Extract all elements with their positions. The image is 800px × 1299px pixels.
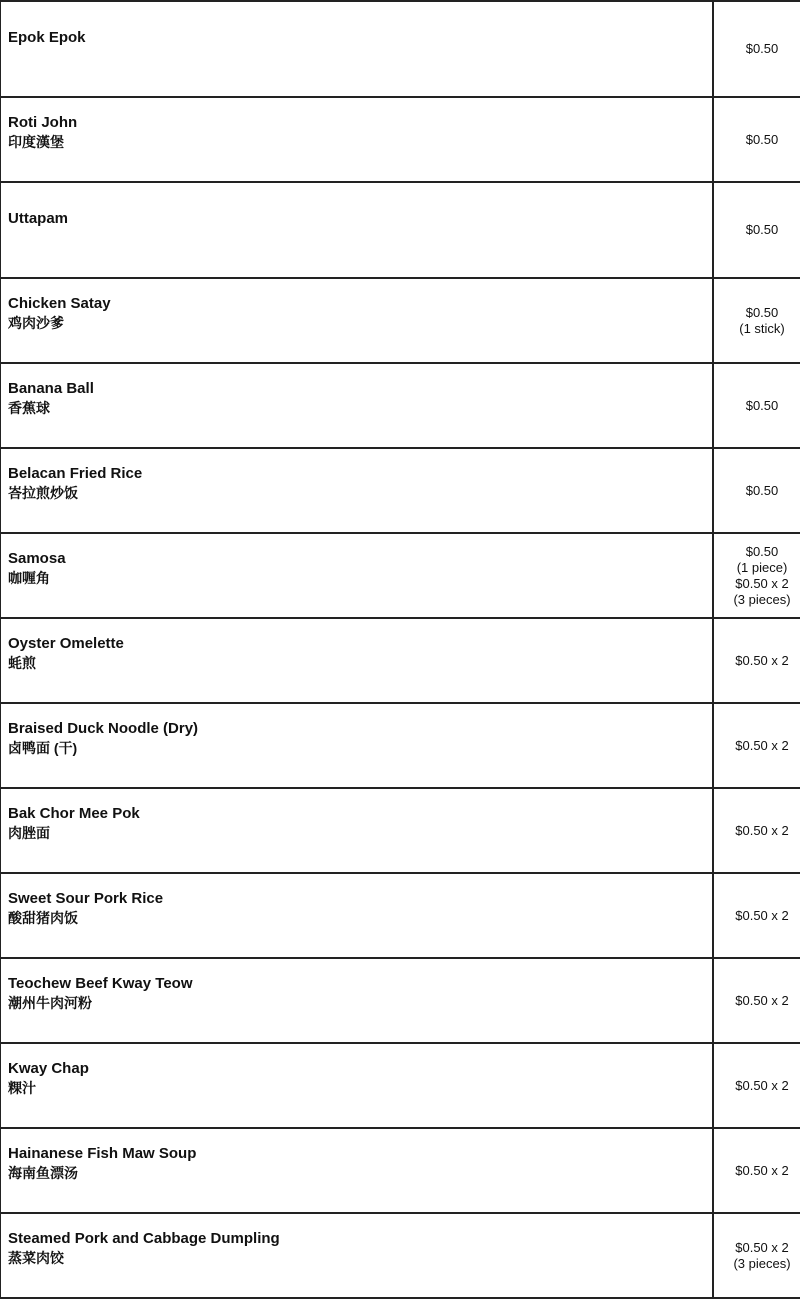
item-chinese-name: 咖喱角 [8,568,704,588]
item-cell [1,788,714,873]
table-row [1,703,800,788]
menu-table-body [1,1,800,1298]
price-text: $0.50 x 2 [714,653,800,669]
price-text: $0.50 [714,132,800,148]
price-text: $0.50 [714,398,800,414]
table-row [1,1213,800,1298]
item-chinese-name: 酸甜猪肉饭 [8,908,704,928]
item-name: Roti John [8,114,704,132]
table-row [1,448,800,533]
price-text: (3 pieces) [714,592,800,608]
price-cell [713,1213,800,1298]
price-text: $0.50 x 2 [714,908,800,924]
price-cell [713,448,800,533]
item-name: Braised Duck Noodle (Dry) [8,720,704,738]
table-row [1,278,800,363]
item-cell [1,873,714,958]
item-chinese-name: 香蕉球 [8,398,704,418]
item-name: Teochew Beef Kway Teow [8,975,704,993]
table-row [1,533,800,618]
price-text: $0.50 [714,41,800,57]
price-cell [713,703,800,788]
item-chinese-name: 印度漢堡 [8,132,704,152]
item-cell [1,1128,714,1213]
price-text: (3 pieces) [714,1256,800,1272]
price-cell [713,1043,800,1128]
item-name: Sweet Sour Pork Rice [8,890,704,908]
price-cell [713,97,800,182]
item-name: Bak Chor Mee Pok [8,805,704,823]
price-text: $0.50 [714,222,800,238]
item-name: Uttapam [8,210,704,228]
item-name: Chicken Satay [8,295,704,313]
table-row [1,618,800,703]
item-chinese-name: 潮州牛肉河粉 [8,993,704,1013]
price-text: (1 stick) [714,321,800,337]
price-cell [713,1,800,97]
item-name: Steamed Pork and Cabbage Dumpling [8,1230,704,1248]
price-text: $0.50 x 2 [714,993,800,1009]
price-text: $0.50 x 2 [714,738,800,754]
item-name: Epok Epok [8,29,704,47]
price-cell [713,788,800,873]
item-cell [1,533,714,618]
price-cell [713,873,800,958]
price-cell [713,363,800,448]
item-cell [1,1043,714,1128]
table-row [1,97,800,182]
table-row [1,363,800,448]
price-cell [713,182,800,278]
price-text: $0.50 [714,544,800,560]
item-chinese-name: 鸡肉沙爹 [8,313,704,333]
table-row [1,1128,800,1213]
item-name: Kway Chap [8,1060,704,1078]
item-cell [1,1,714,97]
price-text: $0.50 x 2 [714,1163,800,1179]
table-row [1,873,800,958]
item-chinese-name: 蒸菜肉饺 [8,1248,704,1268]
price-text: $0.50 x 2 [714,823,800,839]
price-text: $0.50 x 2 [714,576,800,592]
price-cell [713,278,800,363]
item-cell [1,363,714,448]
price-cell [713,618,800,703]
table-row [1,958,800,1043]
item-chinese-name: 肉脞面 [8,823,704,843]
price-text: (1 piece) [714,560,800,576]
item-cell [1,182,714,278]
item-chinese-name: 海南鱼漂汤 [8,1163,704,1183]
item-cell [1,278,714,363]
item-name: Belacan Fried Rice [8,465,704,483]
price-text: $0.50 [714,305,800,321]
price-cell [713,958,800,1043]
item-cell [1,958,714,1043]
item-name: Oyster Omelette [8,635,704,653]
item-chinese-name: 卤鸭面 (干) [8,738,704,758]
item-chinese-name: 粿汁 [8,1078,704,1098]
table-row [1,788,800,873]
price-text: $0.50 x 2 [714,1078,800,1094]
table-row [1,182,800,278]
price-text: $0.50 x 2 [714,1240,800,1256]
item-chinese-name: 蚝煎 [8,653,704,673]
item-name: Banana Ball [8,380,704,398]
table-row [1,1,800,97]
item-cell [1,448,714,533]
item-cell [1,97,714,182]
item-cell [1,1213,714,1298]
price-cell [713,1128,800,1213]
item-cell [1,618,714,703]
price-text: $0.50 [714,483,800,499]
table-row [1,1043,800,1128]
item-name: Hainanese Fish Maw Soup [8,1145,704,1163]
item-name: Samosa [8,550,704,568]
price-cell [713,533,800,618]
item-chinese-name: 峇拉煎炒饭 [8,483,704,503]
item-cell [1,703,714,788]
